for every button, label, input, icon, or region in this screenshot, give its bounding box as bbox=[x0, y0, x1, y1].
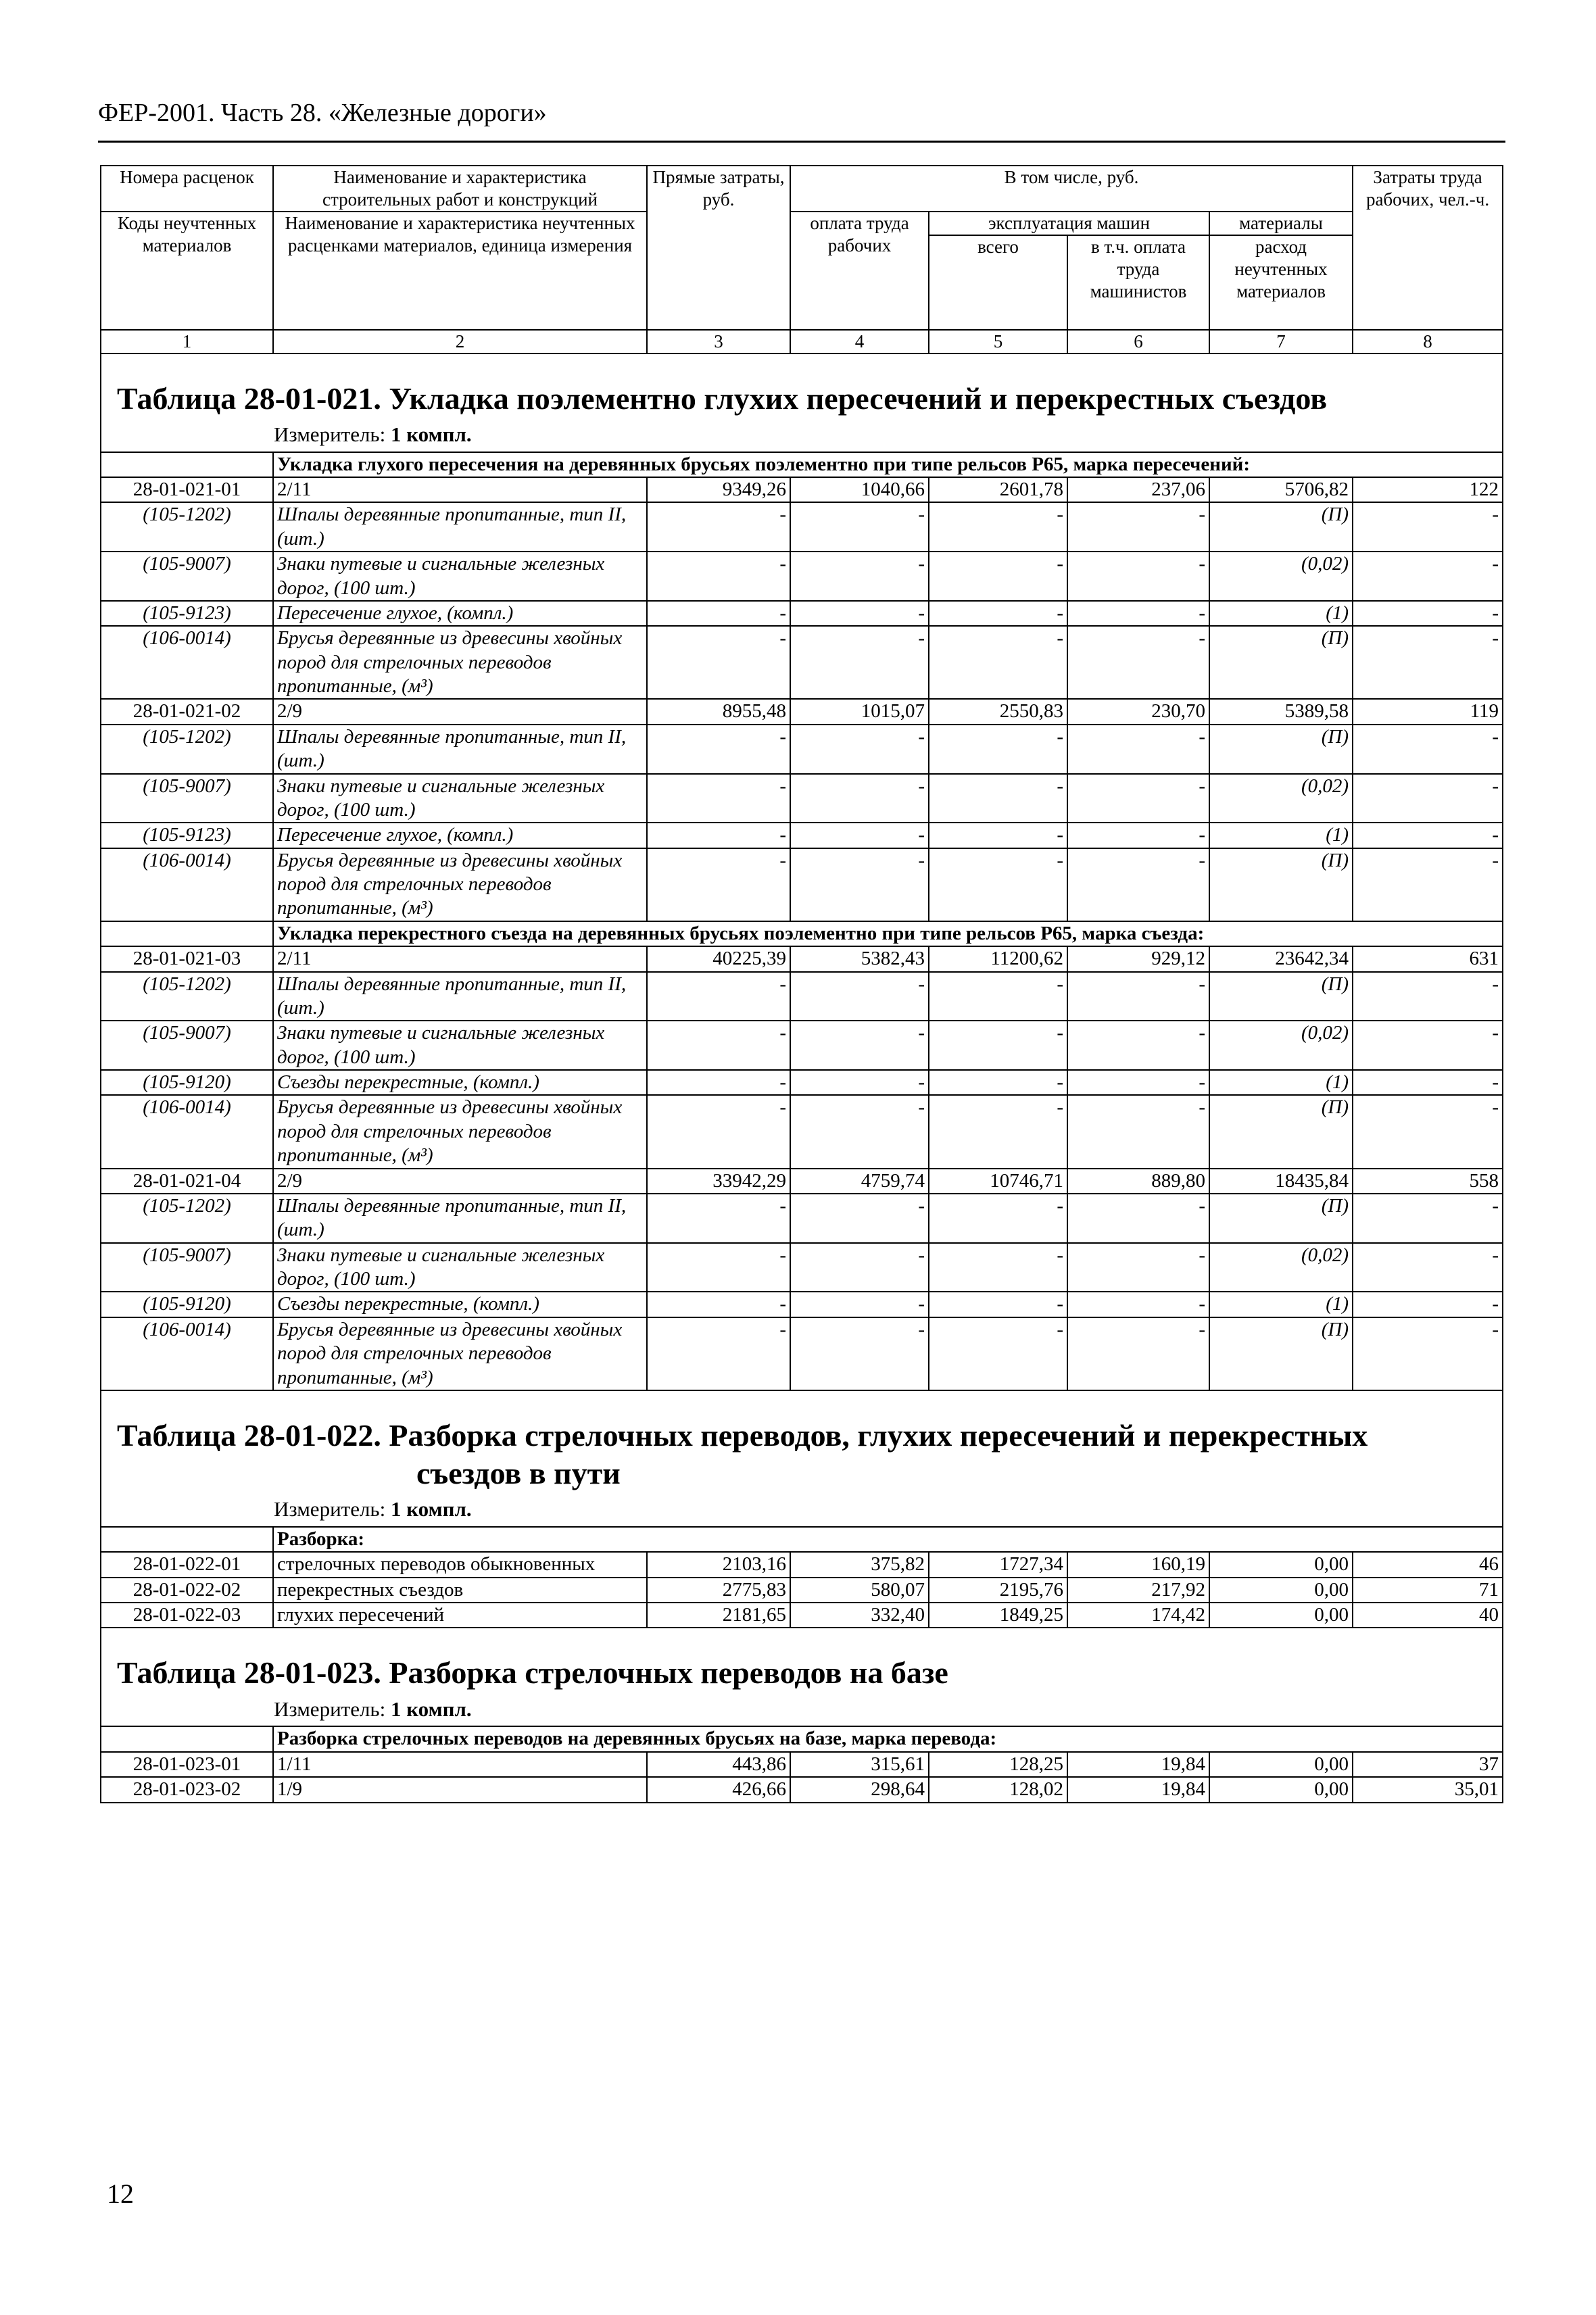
material-row bbox=[101, 626, 1503, 699]
table-022-title: Таблица 28-01-022. Разборка стрелочных переводов, глухих пересечений и перекрестных съездов в пути bbox=[117, 1417, 1368, 1491]
machinists-pay: 19,84 bbox=[1067, 1777, 1209, 1802]
material-value: - bbox=[1067, 972, 1209, 1021]
material-name: Брусья деревянные из древесины хвойных пород для стрелочных переводов пропитанные, (м³) bbox=[273, 1317, 647, 1390]
material-consumption: (1) bbox=[1209, 1292, 1353, 1317]
material-value: - bbox=[647, 1317, 790, 1390]
direct-cost: 2775,83 bbox=[647, 1578, 790, 1603]
labor-pay: 375,82 bbox=[790, 1552, 929, 1577]
material-value: - bbox=[1353, 626, 1503, 699]
material-value: - bbox=[1067, 502, 1209, 552]
material-code: (105-9120) bbox=[101, 1070, 273, 1095]
machinists-pay: 217,92 bbox=[1067, 1578, 1209, 1603]
rate-name: 2/11 bbox=[273, 946, 647, 971]
material-value: - bbox=[1067, 1292, 1209, 1317]
material-code: (105-9007) bbox=[101, 552, 273, 601]
machines-total: 11200,62 bbox=[929, 946, 1067, 971]
material-name: Шпалы деревянные пропитанные, тип II, (шт.) bbox=[273, 502, 647, 552]
table-021-title: Таблица 28-01-021. Укладка поэлементно глухих пересечений и перекрестных съездов bbox=[117, 381, 1328, 416]
material-value: - bbox=[647, 848, 790, 921]
rate-name: 2/9 bbox=[273, 699, 647, 724]
running-header: ФЕР-2001. Часть 28. «Железные дороги» bbox=[98, 99, 547, 127]
material-value: - bbox=[1353, 1292, 1503, 1317]
rate-name: глухих пересечений bbox=[273, 1603, 647, 1628]
material-value: - bbox=[790, 1194, 929, 1243]
machinists-pay: 19,84 bbox=[1067, 1752, 1209, 1777]
material-row bbox=[101, 552, 1503, 601]
header-row-2 bbox=[101, 212, 1503, 235]
rate-name: 2/11 bbox=[273, 477, 647, 502]
material-value: - bbox=[1067, 725, 1209, 774]
header-number: 2 bbox=[273, 330, 647, 354]
machines-total: 2601,78 bbox=[929, 477, 1067, 502]
materials-cost: 0,00 bbox=[1209, 1578, 1353, 1603]
machines-total: 1849,25 bbox=[929, 1603, 1067, 1628]
material-value: - bbox=[1067, 1317, 1209, 1390]
header-number: 8 bbox=[1353, 330, 1503, 354]
header-col4: оплата труда рабочих bbox=[790, 212, 929, 330]
materials-cost: 0,00 bbox=[1209, 1552, 1353, 1577]
material-value: - bbox=[790, 601, 929, 626]
table-023-title-row bbox=[101, 1628, 1503, 1726]
price-table-wrapper bbox=[100, 165, 1502, 1803]
material-value: - bbox=[929, 725, 1067, 774]
material-name: Шпалы деревянные пропитанные, тип II, (шт.) bbox=[273, 725, 647, 774]
material-value: - bbox=[647, 1021, 790, 1070]
material-consumption: (П) bbox=[1209, 972, 1353, 1021]
header-number: 6 bbox=[1067, 330, 1209, 354]
material-value: - bbox=[929, 626, 1067, 699]
header-number: 7 bbox=[1209, 330, 1353, 354]
rate-row bbox=[101, 1603, 1503, 1628]
material-name: Брусья деревянные из древесины хвойных пород для стрелочных переводов пропитанные, (м³) bbox=[273, 626, 647, 699]
rate-row bbox=[101, 946, 1503, 971]
header-number: 1 bbox=[101, 330, 273, 354]
material-row bbox=[101, 725, 1503, 774]
material-value: - bbox=[1353, 774, 1503, 823]
material-consumption: (1) bbox=[1209, 601, 1353, 626]
materials-cost: 0,00 bbox=[1209, 1777, 1353, 1802]
header-row-1 bbox=[101, 166, 1503, 212]
direct-cost: 9349,26 bbox=[647, 477, 790, 502]
labor-hours: 37 bbox=[1353, 1752, 1503, 1777]
material-value: - bbox=[1353, 1070, 1503, 1095]
materials-cost: 0,00 bbox=[1209, 1603, 1353, 1628]
material-consumption: (1) bbox=[1209, 823, 1353, 848]
material-value: - bbox=[1067, 1194, 1209, 1243]
rate-name: стрелочных переводов обыкновенных bbox=[273, 1552, 647, 1577]
material-value: - bbox=[647, 1292, 790, 1317]
material-value: - bbox=[1353, 725, 1503, 774]
direct-cost: 40225,39 bbox=[647, 946, 790, 971]
material-consumption: (П) bbox=[1209, 626, 1353, 699]
material-value: - bbox=[1067, 552, 1209, 601]
price-table bbox=[100, 165, 1503, 1803]
material-value: - bbox=[929, 1243, 1067, 1292]
rate-row bbox=[101, 1578, 1503, 1603]
material-value: - bbox=[1353, 1194, 1503, 1243]
material-value: - bbox=[1067, 1095, 1209, 1168]
labor-hours: 122 bbox=[1353, 477, 1503, 502]
material-value: - bbox=[647, 725, 790, 774]
table-022-title-row bbox=[101, 1390, 1503, 1527]
material-code: (105-9123) bbox=[101, 601, 273, 626]
rate-code: 28-01-021-03 bbox=[101, 946, 273, 971]
material-code: (105-9007) bbox=[101, 1021, 273, 1070]
material-value: - bbox=[1067, 1070, 1209, 1095]
material-name: Шпалы деревянные пропитанные, тип II, (шт.) bbox=[273, 972, 647, 1021]
material-code: (106-0014) bbox=[101, 848, 273, 921]
material-value: - bbox=[1067, 1021, 1209, 1070]
header-col3: Прямые затраты, руб. bbox=[647, 166, 790, 330]
labor-hours: 46 bbox=[1353, 1552, 1503, 1577]
material-consumption: (П) bbox=[1209, 1194, 1353, 1243]
section-title: Разборка: bbox=[273, 1527, 1503, 1552]
section-row bbox=[101, 452, 1503, 477]
rate-row bbox=[101, 1777, 1503, 1802]
material-value: - bbox=[647, 972, 790, 1021]
material-value: - bbox=[929, 502, 1067, 552]
header-number: 5 bbox=[929, 330, 1067, 354]
material-value: - bbox=[790, 725, 929, 774]
labor-hours: 71 bbox=[1353, 1578, 1503, 1603]
direct-cost: 8955,48 bbox=[647, 699, 790, 724]
section-title: Укладка перекрестного съезда на деревянных брусьях поэлементно при типе рельсов Р65, марка съезда: bbox=[273, 921, 1503, 946]
material-value: - bbox=[1353, 1021, 1503, 1070]
header-col1-top: Номера расценок bbox=[101, 166, 273, 212]
material-row bbox=[101, 1021, 1503, 1070]
labor-pay: 5382,43 bbox=[790, 946, 929, 971]
header-in-total: В том числе, руб. bbox=[790, 166, 1353, 212]
material-value: - bbox=[929, 601, 1067, 626]
machines-total: 2550,83 bbox=[929, 699, 1067, 724]
header-col2-top: Наименование и характеристика строительных работ и конструкций bbox=[273, 166, 647, 212]
material-row bbox=[101, 1194, 1503, 1243]
material-value: - bbox=[647, 1070, 790, 1095]
material-value: - bbox=[1353, 502, 1503, 552]
materials-cost: 18435,84 bbox=[1209, 1169, 1353, 1194]
direct-cost: 426,66 bbox=[647, 1777, 790, 1802]
material-value: - bbox=[647, 1194, 790, 1243]
labor-hours: 119 bbox=[1353, 699, 1503, 724]
material-code: (105-9007) bbox=[101, 774, 273, 823]
rate-name: 1/11 bbox=[273, 1752, 647, 1777]
material-code: (105-1202) bbox=[101, 725, 273, 774]
material-value: - bbox=[1353, 1243, 1503, 1292]
materials-cost: 0,00 bbox=[1209, 1752, 1353, 1777]
material-value: - bbox=[1067, 823, 1209, 848]
material-code: (105-9120) bbox=[101, 1292, 273, 1317]
material-value: - bbox=[1067, 601, 1209, 626]
rate-name: 2/9 bbox=[273, 1169, 647, 1194]
header-col1-bottom: Коды неучтенных материалов bbox=[101, 212, 273, 330]
material-code: (105-9007) bbox=[101, 1243, 273, 1292]
material-value: - bbox=[790, 972, 929, 1021]
section-title: Разборка стрелочных переводов на деревянных брусьях на базе, марка перевода: bbox=[273, 1726, 1503, 1751]
material-value: - bbox=[790, 848, 929, 921]
material-name: Съезды перекрестные, (компл.) bbox=[273, 1292, 647, 1317]
table-022-measure: Измеритель: 1 компл. bbox=[274, 1497, 472, 1521]
material-value: - bbox=[790, 1292, 929, 1317]
labor-pay: 1015,07 bbox=[790, 699, 929, 724]
material-consumption: (П) bbox=[1209, 1317, 1353, 1390]
material-name: Шпалы деревянные пропитанные, тип II, (шт.) bbox=[273, 1194, 647, 1243]
page-number: 12 bbox=[107, 2178, 134, 2209]
material-value: - bbox=[929, 1021, 1067, 1070]
labor-pay: 1040,66 bbox=[790, 477, 929, 502]
machinists-pay: 160,19 bbox=[1067, 1552, 1209, 1577]
material-value: - bbox=[1353, 552, 1503, 601]
material-name: Знаки путевые и сигнальные железных дорог, (100 шт.) bbox=[273, 1021, 647, 1070]
material-consumption: (0,02) bbox=[1209, 552, 1353, 601]
material-name: Знаки путевые и сигнальные железных дорог, (100 шт.) bbox=[273, 774, 647, 823]
machines-total: 128,02 bbox=[929, 1777, 1067, 1802]
section-row bbox=[101, 1527, 1503, 1552]
material-row bbox=[101, 1070, 1503, 1095]
table-023-measure: Измеритель: 1 компл. bbox=[274, 1697, 472, 1721]
material-value: - bbox=[647, 1095, 790, 1168]
header-machines: эксплуатация машин bbox=[929, 212, 1209, 235]
machines-total: 1727,34 bbox=[929, 1552, 1067, 1577]
rate-code: 28-01-023-01 bbox=[101, 1752, 273, 1777]
material-value: - bbox=[1353, 1317, 1503, 1390]
material-row bbox=[101, 774, 1503, 823]
labor-hours: 558 bbox=[1353, 1169, 1503, 1194]
section-title: Укладка глухого пересечения на деревянных брусьях поэлементно при типе рельсов Р65, марка пересечений: bbox=[273, 452, 1503, 477]
material-code: (105-1202) bbox=[101, 502, 273, 552]
material-value: - bbox=[929, 848, 1067, 921]
machinists-pay: 230,70 bbox=[1067, 699, 1209, 724]
material-row bbox=[101, 823, 1503, 848]
material-name: Пересечение глухое, (компл.) bbox=[273, 601, 647, 626]
header-col8: Затраты труда рабочих, чел.-ч. bbox=[1353, 166, 1503, 330]
rate-name: перекрестных съездов bbox=[273, 1578, 647, 1603]
materials-cost: 5706,82 bbox=[1209, 477, 1353, 502]
rate-row bbox=[101, 699, 1503, 724]
material-value: - bbox=[929, 552, 1067, 601]
table-021-title-row bbox=[101, 354, 1503, 452]
labor-pay: 4759,74 bbox=[790, 1169, 929, 1194]
material-value: - bbox=[929, 1317, 1067, 1390]
rate-row bbox=[101, 477, 1503, 502]
material-value: - bbox=[929, 1095, 1067, 1168]
material-value: - bbox=[1353, 972, 1503, 1021]
material-consumption: (0,02) bbox=[1209, 1243, 1353, 1292]
rate-code: 28-01-021-04 bbox=[101, 1169, 273, 1194]
material-value: - bbox=[929, 823, 1067, 848]
material-value: - bbox=[647, 823, 790, 848]
material-name: Пересечение глухое, (компл.) bbox=[273, 823, 647, 848]
labor-hours: 35,01 bbox=[1353, 1777, 1503, 1802]
header-number: 4 bbox=[790, 330, 929, 354]
table-023-title: Таблица 28-01-023. Разборка стрелочных переводов на базе bbox=[117, 1655, 948, 1690]
material-value: - bbox=[790, 774, 929, 823]
material-consumption: (1) bbox=[1209, 1070, 1353, 1095]
material-code: (105-1202) bbox=[101, 972, 273, 1021]
material-value: - bbox=[790, 1021, 929, 1070]
material-value: - bbox=[790, 1317, 929, 1390]
material-value: - bbox=[1353, 848, 1503, 921]
material-code: (106-0014) bbox=[101, 626, 273, 699]
material-code: (106-0014) bbox=[101, 1317, 273, 1390]
rate-name: 1/9 bbox=[273, 1777, 647, 1802]
material-code: (105-1202) bbox=[101, 1194, 273, 1243]
material-code: (106-0014) bbox=[101, 1095, 273, 1168]
labor-pay: 298,64 bbox=[790, 1777, 929, 1802]
labor-pay: 315,61 bbox=[790, 1752, 929, 1777]
direct-cost: 2103,16 bbox=[647, 1552, 790, 1577]
machinists-pay: 929,12 bbox=[1067, 946, 1209, 971]
material-row bbox=[101, 1317, 1503, 1390]
labor-hours: 631 bbox=[1353, 946, 1503, 971]
material-value: - bbox=[1067, 1243, 1209, 1292]
material-row bbox=[101, 502, 1503, 552]
material-row bbox=[101, 601, 1503, 626]
material-row bbox=[101, 1095, 1503, 1168]
material-row bbox=[101, 1292, 1503, 1317]
material-code: (105-9123) bbox=[101, 823, 273, 848]
header-materials: материалы bbox=[1209, 212, 1353, 235]
material-value: - bbox=[1067, 626, 1209, 699]
machinists-pay: 237,06 bbox=[1067, 477, 1209, 502]
material-value: - bbox=[929, 1070, 1067, 1095]
material-value: - bbox=[1067, 848, 1209, 921]
material-value: - bbox=[929, 1292, 1067, 1317]
material-value: - bbox=[1353, 601, 1503, 626]
rate-code: 28-01-022-01 bbox=[101, 1552, 273, 1577]
direct-cost: 2181,65 bbox=[647, 1603, 790, 1628]
header-col5: всего bbox=[929, 235, 1067, 330]
rate-code: 28-01-022-03 bbox=[101, 1603, 273, 1628]
material-row bbox=[101, 972, 1503, 1021]
rate-row bbox=[101, 1752, 1503, 1777]
material-consumption: (0,02) bbox=[1209, 774, 1353, 823]
machines-total: 2195,76 bbox=[929, 1578, 1067, 1603]
rate-code: 28-01-022-02 bbox=[101, 1578, 273, 1603]
material-value: - bbox=[929, 972, 1067, 1021]
material-consumption: (П) bbox=[1209, 848, 1353, 921]
material-value: - bbox=[647, 552, 790, 601]
materials-cost: 23642,34 bbox=[1209, 946, 1353, 971]
material-value: - bbox=[790, 626, 929, 699]
material-value: - bbox=[929, 774, 1067, 823]
header-number: 3 bbox=[647, 330, 790, 354]
rate-row bbox=[101, 1169, 1503, 1194]
material-name: Съезды перекрестные, (компл.) bbox=[273, 1070, 647, 1095]
material-value: - bbox=[647, 1243, 790, 1292]
labor-hours: 40 bbox=[1353, 1603, 1503, 1628]
material-consumption: (П) bbox=[1209, 725, 1353, 774]
rate-code: 28-01-021-02 bbox=[101, 699, 273, 724]
material-name: Знаки путевые и сигнальные железных дорог, (100 шт.) bbox=[273, 1243, 647, 1292]
material-row bbox=[101, 1243, 1503, 1292]
materials-cost: 5389,58 bbox=[1209, 699, 1353, 724]
rate-code: 28-01-023-02 bbox=[101, 1777, 273, 1802]
material-value: - bbox=[1353, 1095, 1503, 1168]
labor-pay: 332,40 bbox=[790, 1603, 929, 1628]
machines-total: 10746,71 bbox=[929, 1169, 1067, 1194]
machinists-pay: 174,42 bbox=[1067, 1603, 1209, 1628]
labor-pay: 580,07 bbox=[790, 1578, 929, 1603]
section-row bbox=[101, 921, 1503, 946]
header-rule bbox=[98, 141, 1505, 143]
section-row bbox=[101, 1726, 1503, 1751]
material-value: - bbox=[647, 774, 790, 823]
material-name: Знаки путевые и сигнальные железных дорог, (100 шт.) bbox=[273, 552, 647, 601]
direct-cost: 443,86 bbox=[647, 1752, 790, 1777]
material-value: - bbox=[790, 552, 929, 601]
material-name: Брусья деревянные из древесины хвойных пород для стрелочных переводов пропитанные, (м³) bbox=[273, 1095, 647, 1168]
rate-code: 28-01-021-01 bbox=[101, 477, 273, 502]
material-value: - bbox=[647, 601, 790, 626]
material-value: - bbox=[1067, 774, 1209, 823]
material-row bbox=[101, 848, 1503, 921]
material-value: - bbox=[1353, 823, 1503, 848]
material-value: - bbox=[647, 502, 790, 552]
material-value: - bbox=[790, 1095, 929, 1168]
material-value: - bbox=[790, 502, 929, 552]
table-021-measure: Измеритель: 1 компл. bbox=[274, 422, 472, 446]
header-col2-bottom: Наименование и характеристика неучтенных расценками материалов, единица измерения bbox=[273, 212, 647, 330]
header-col7: расход неучтенных материалов bbox=[1209, 235, 1353, 330]
material-name: Брусья деревянные из древесины хвойных пород для стрелочных переводов пропитанные, (м³) bbox=[273, 848, 647, 921]
material-consumption: (П) bbox=[1209, 502, 1353, 552]
machinists-pay: 889,80 bbox=[1067, 1169, 1209, 1194]
rate-row bbox=[101, 1552, 1503, 1577]
direct-cost: 33942,29 bbox=[647, 1169, 790, 1194]
material-value: - bbox=[790, 823, 929, 848]
material-value: - bbox=[790, 1243, 929, 1292]
machines-total: 128,25 bbox=[929, 1752, 1067, 1777]
material-consumption: (П) bbox=[1209, 1095, 1353, 1168]
material-value: - bbox=[647, 626, 790, 699]
material-consumption: (0,02) bbox=[1209, 1021, 1353, 1070]
material-value: - bbox=[790, 1070, 929, 1095]
header-numbers-row bbox=[101, 330, 1503, 354]
material-value: - bbox=[929, 1194, 1067, 1243]
header-col6: в т.ч. оплата труда машинистов bbox=[1067, 235, 1209, 330]
